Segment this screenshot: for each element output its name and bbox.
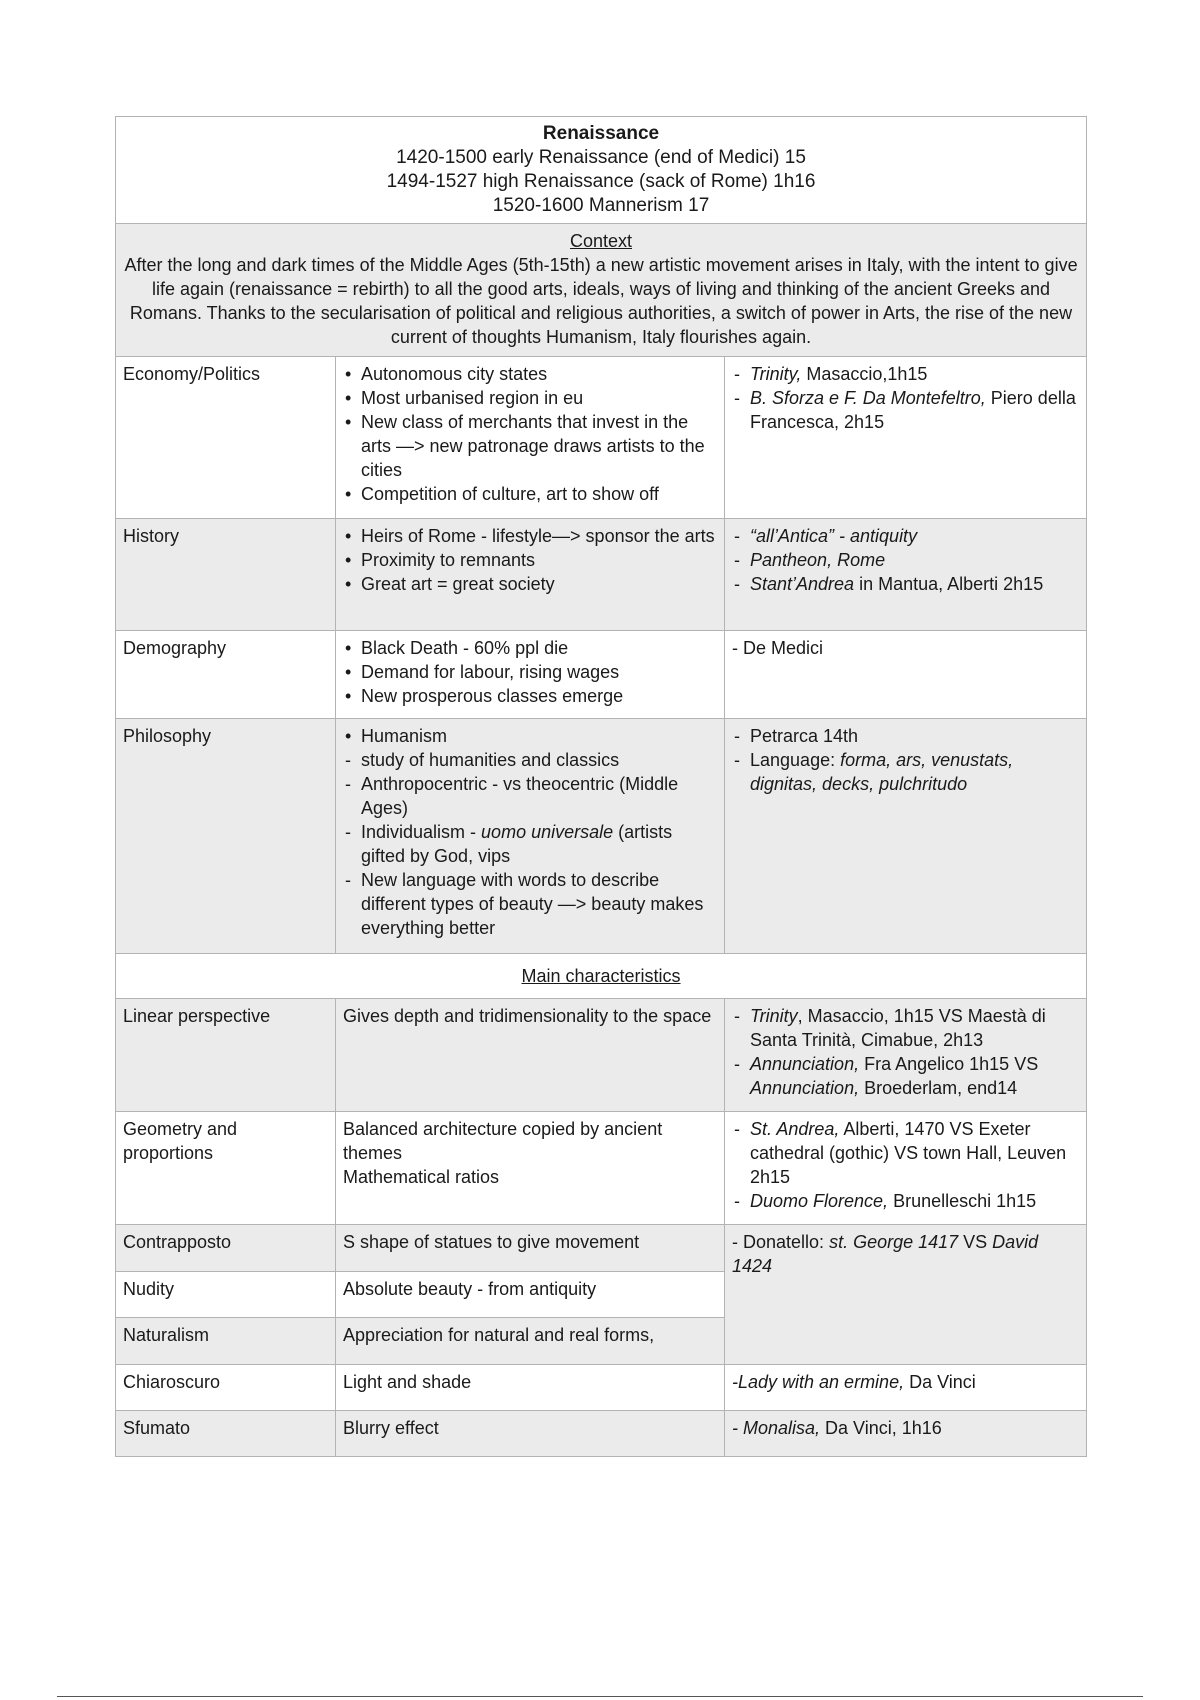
list-item: • Most urbanised region in eu bbox=[343, 386, 717, 410]
list-item: • Demand for labour, rising wages bbox=[343, 660, 717, 684]
row-label: Contrapposto bbox=[116, 1225, 336, 1272]
row-label: Sfumato bbox=[116, 1411, 336, 1457]
list-item bbox=[343, 748, 717, 772]
row-philosophy bbox=[116, 719, 1087, 954]
row-geometry-proportions bbox=[116, 1112, 1087, 1225]
example-text: - Donatello: bbox=[732, 1232, 830, 1252]
artwork-title: Annunciation, bbox=[750, 1054, 860, 1074]
list-item: • Black Death - 60% ppl die bbox=[343, 636, 717, 660]
artwork-title: Duomo Florence, bbox=[750, 1191, 889, 1211]
list-item: • Proximity to remnants bbox=[343, 548, 717, 572]
list-item bbox=[732, 362, 1079, 386]
row-contrapposto bbox=[116, 1225, 1087, 1272]
artwork-title: “all’Antica” - antiquity bbox=[750, 526, 918, 546]
row-label: Nudity bbox=[116, 1272, 336, 1318]
list-item bbox=[732, 524, 1079, 548]
row-desc: S shape of statues to give movement bbox=[336, 1225, 725, 1272]
row-points bbox=[336, 357, 725, 519]
row-desc: Light and shade bbox=[336, 1365, 725, 1411]
artwork-title: B. Sforza e F. Da Montefeltro, bbox=[750, 388, 986, 408]
artwork-title: - Monalisa, bbox=[732, 1418, 821, 1438]
list-item bbox=[343, 868, 717, 940]
row-examples: - De Medici bbox=[725, 631, 1087, 719]
point-text: study of humanities and classics bbox=[361, 750, 620, 770]
row-linear-perspective bbox=[116, 999, 1087, 1112]
row-sfumato bbox=[116, 1411, 1087, 1457]
artwork-info: Masaccio,1h15 bbox=[801, 364, 928, 384]
footer-rule bbox=[57, 1696, 1143, 1697]
artwork-info: Broederlam, end14 bbox=[859, 1078, 1018, 1098]
row-points bbox=[336, 631, 725, 719]
row-desc: Appreciation for natural and real forms, bbox=[336, 1318, 725, 1365]
artwork-info: , Masaccio, 1h15 VS Maestà di Santa Trinità, Cimabue, 2h13 bbox=[750, 1006, 1046, 1050]
row-label: Geometry and proportions bbox=[116, 1112, 336, 1225]
desc-line: Mathematical ratios bbox=[343, 1167, 500, 1187]
row-examples bbox=[725, 1365, 1087, 1411]
row-label: Economy/Politics bbox=[116, 357, 336, 519]
period-early: 1420-1500 early Renaissance (end of Medici) 15 bbox=[396, 147, 806, 168]
point-text: (artists gifted by God, vips bbox=[361, 822, 673, 866]
main-characteristics-cell bbox=[116, 954, 1087, 999]
list-item bbox=[732, 724, 1079, 748]
row-examples bbox=[725, 999, 1087, 1112]
row-examples bbox=[725, 1225, 1087, 1365]
row-desc: Absolute beauty - from antiquity bbox=[336, 1272, 725, 1318]
list-item bbox=[732, 748, 1079, 796]
period-mannerism: 1520-1600 Mannerism 17 bbox=[492, 195, 710, 216]
main-characteristics-heading: Main characteristics bbox=[521, 966, 681, 986]
main-characteristics-row bbox=[116, 954, 1087, 999]
renaissance-notes-table bbox=[115, 116, 1087, 1457]
list-item: • Great art = great society bbox=[343, 572, 717, 596]
context-heading: Context bbox=[569, 231, 633, 251]
row-history bbox=[116, 519, 1087, 631]
artwork-info: Da Vinci bbox=[904, 1372, 976, 1392]
row-chiaroscuro bbox=[116, 1365, 1087, 1411]
period-high: 1494-1527 high Renaissance (sack of Rome) 1h16 bbox=[386, 171, 816, 192]
row-examples bbox=[725, 1112, 1087, 1225]
example-text: Petrarca 14th bbox=[750, 726, 859, 746]
example-text: Language: bbox=[750, 750, 841, 770]
artwork-title: David 1424 bbox=[732, 1232, 1039, 1276]
artwork-title: Trinity, bbox=[750, 364, 802, 384]
list-item: • New class of merchants that invest in the arts —> new patronage draws artists to the cities bbox=[343, 410, 717, 482]
artwork-info: in Mantua, Alberti 2h15 bbox=[854, 574, 1044, 594]
header-cell bbox=[116, 117, 1087, 224]
artwork-info: Piero della Francesca, 2h15 bbox=[750, 388, 1076, 432]
list-item: • Humanism bbox=[343, 724, 717, 748]
row-examples bbox=[725, 357, 1087, 519]
list-item: • Autonomous city states bbox=[343, 362, 717, 386]
artwork-info: Fra Angelico 1h15 VS bbox=[859, 1054, 1039, 1074]
artwork-title: St. Andrea, bbox=[750, 1119, 840, 1139]
row-label: Demography bbox=[116, 631, 336, 719]
artwork-title: Pantheon, Rome bbox=[750, 550, 886, 570]
row-demography bbox=[116, 631, 1087, 719]
point-term: uomo universale bbox=[481, 822, 614, 842]
artwork-info: Alberti, 1470 VS Exeter cathedral (gothic) VS town Hall, Leuven 2h15 bbox=[750, 1119, 1067, 1187]
artwork-title: Stant’Andrea bbox=[750, 574, 855, 594]
row-points bbox=[336, 519, 725, 631]
artwork-title: Annunciation, bbox=[750, 1078, 860, 1098]
row-label: Linear perspective bbox=[116, 999, 336, 1112]
point-text: Individualism - bbox=[361, 822, 482, 842]
row-label: Naturalism bbox=[116, 1318, 336, 1365]
point-text: New language with words to describe different types of beauty —> beauty makes everything better bbox=[361, 870, 704, 938]
point-text: Anthropocentric - vs theocentric (Middle Ages) bbox=[361, 774, 679, 818]
header-row bbox=[116, 117, 1087, 224]
list-item bbox=[732, 1189, 1079, 1213]
context-text: After the long and dark times of the Middle Ages (5th-15th) a new artistic movement arises in Italy, with the intent to give life again (renaissance = rebirth) to all the good arts, ideals, ways of living and thinking of the ancient Greeks and Romans. Thanks to the secularisation of political and religious authorities, a switch of power in Arts, the rise of the new current of thoughts Humanism, Italy flourishes again. bbox=[124, 255, 1078, 347]
desc-line: Balanced architecture copied by ancient themes bbox=[343, 1119, 663, 1163]
artwork-info: Da Vinci, 1h16 bbox=[820, 1418, 942, 1438]
example-text: VS bbox=[958, 1232, 993, 1252]
list-item bbox=[732, 1117, 1079, 1189]
page-title: Renaissance bbox=[542, 123, 660, 144]
context-row bbox=[116, 224, 1087, 357]
list-item: • New prosperous classes emerge bbox=[343, 684, 717, 708]
row-label: Chiaroscuro bbox=[116, 1365, 336, 1411]
list-item: • Competition of culture, art to show off bbox=[343, 482, 717, 506]
row-desc bbox=[336, 1112, 725, 1225]
row-label: History bbox=[116, 519, 336, 631]
list-item bbox=[343, 820, 717, 868]
list-item bbox=[343, 772, 717, 820]
list-item: • Heirs of Rome - lifestyle—> sponsor the arts bbox=[343, 524, 717, 548]
row-examples bbox=[725, 719, 1087, 954]
row-examples bbox=[725, 519, 1087, 631]
row-desc: Blurry effect bbox=[336, 1411, 725, 1457]
row-examples bbox=[725, 1411, 1087, 1457]
list-item bbox=[732, 386, 1079, 434]
row-desc: Gives depth and tridimensionality to the space bbox=[336, 999, 725, 1112]
list-item bbox=[732, 1052, 1079, 1100]
artwork-title: -Lady with an ermine, bbox=[732, 1372, 905, 1392]
row-economy-politics bbox=[116, 357, 1087, 519]
example-terms: forma, ars, venustats, dignitas, decks, pulchritudo bbox=[750, 750, 1014, 794]
context-cell bbox=[116, 224, 1087, 357]
artwork-title: st. George 1417 bbox=[829, 1232, 959, 1252]
list-item bbox=[732, 572, 1079, 596]
row-label: Philosophy bbox=[116, 719, 336, 954]
list-item bbox=[732, 1004, 1079, 1052]
row-points bbox=[336, 719, 725, 954]
artwork-info: Brunelleschi 1h15 bbox=[888, 1191, 1037, 1211]
artwork-title: Trinity bbox=[750, 1006, 798, 1026]
list-item bbox=[732, 548, 1079, 572]
